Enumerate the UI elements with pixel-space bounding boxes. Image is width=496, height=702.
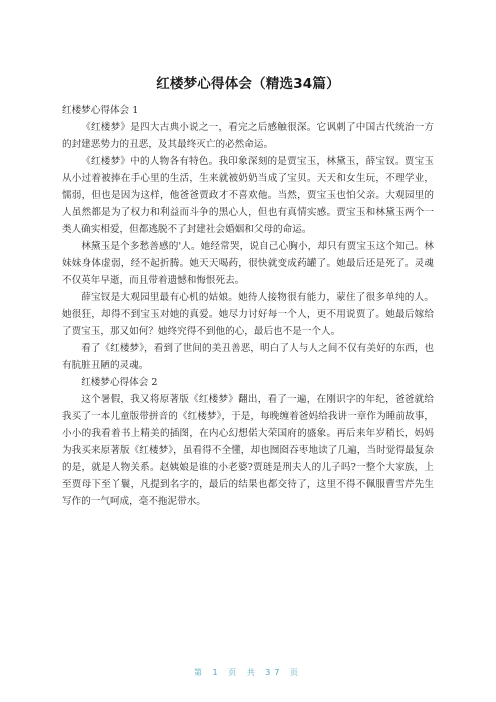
section-heading-1: 红楼梦心得体会 1: [62, 105, 139, 116]
paragraph: 这个暑假，我又将原著版《红楼梦》翻出，看了一遍，在刚识字的年纪，爸爸就给我买了一本儿童版带拼音的《红楼梦》，于是，每晚缠着爸妈给我讲一章作为睡前故事，小小的我看着书上精美的插图，在内心幻想偌大荣国府的盛象。再后来年岁稍长，妈妈为我买来原著版《红楼梦》，虽看得不全懂，却也囫囵吞枣地读了几遍，当时觉得最复杂的是，就是人物关系。赵姨娘是谁的小老婆?贾琏是刑夫人的儿子吗?一整个大家族，上至贾母下至丫鬟，凡提到名字的，最后的结果也都交待了，这里不得不佩服曹雪芹先生写作的一气呵成，毫不拖泥带水。: [62, 394, 434, 507]
paragraph: 林黛玉是个多愁善感的'人。她经常哭，说自己心胸小，却只有贾宝玉这个知己。林妹妹身体虚弱，经不起折腾。她天天喝药，很快就变成药罐了。她最后还是死了。灵魂不仅英年早逝，而且带着遗憾和悔恨死去。: [62, 241, 434, 286]
paragraph: 看了《红楼梦》，看到了世间的美丑善恶，明白了人与人之间不仅有美好的东西，也有肮脏丑陋的灵魂。: [62, 343, 434, 371]
paragraph: 薛宝钗是大观园里最有心机的姑娘。她待人接物很有能力，蒙住了很多单纯的人。她很狂，却得不到宝玉对她的真爱。她尽力讨好每一个人，更不用说贾了。她最后嫁给了贾宝玉，那又如何？她终究得不到他的心，最后也不是一个人。: [62, 292, 434, 337]
paragraph: 《红楼梦》中的人物各有特色。我印象深刻的是贾宝玉，林黛玉，薛宝钗。贾宝玉从小过着被捧在手心里的生活，生来就被奶奶当成了宝贝。天天和女生玩，不理学业，懦弱，但也是因为这样，他爸爸贾政才不喜欢他。当然，贾宝玉也怕父亲。大观园里的人虽然都是为了权力和利益而斗争的黑心人，但也有真情实感。贾宝玉和林黛玉两个一类人确实相爱，但都逃脱不了封建社会婚姻和父母的命运。: [62, 156, 434, 235]
section-heading-2: 红楼梦心得体会 2: [81, 377, 158, 388]
document-title: 红楼梦心得体会（精选34篇）: [156, 76, 340, 92]
paragraph: 《红楼梦》是四大古典小说之一，看完之后感触很深。它讽刺了中国古代统治一方的封建恶势力的丑恶，及其最终灭亡的必然命运。: [62, 122, 434, 150]
page-footer: 第 1 页 共 37 页: [194, 668, 302, 677]
document-body: [62, 102, 434, 510]
